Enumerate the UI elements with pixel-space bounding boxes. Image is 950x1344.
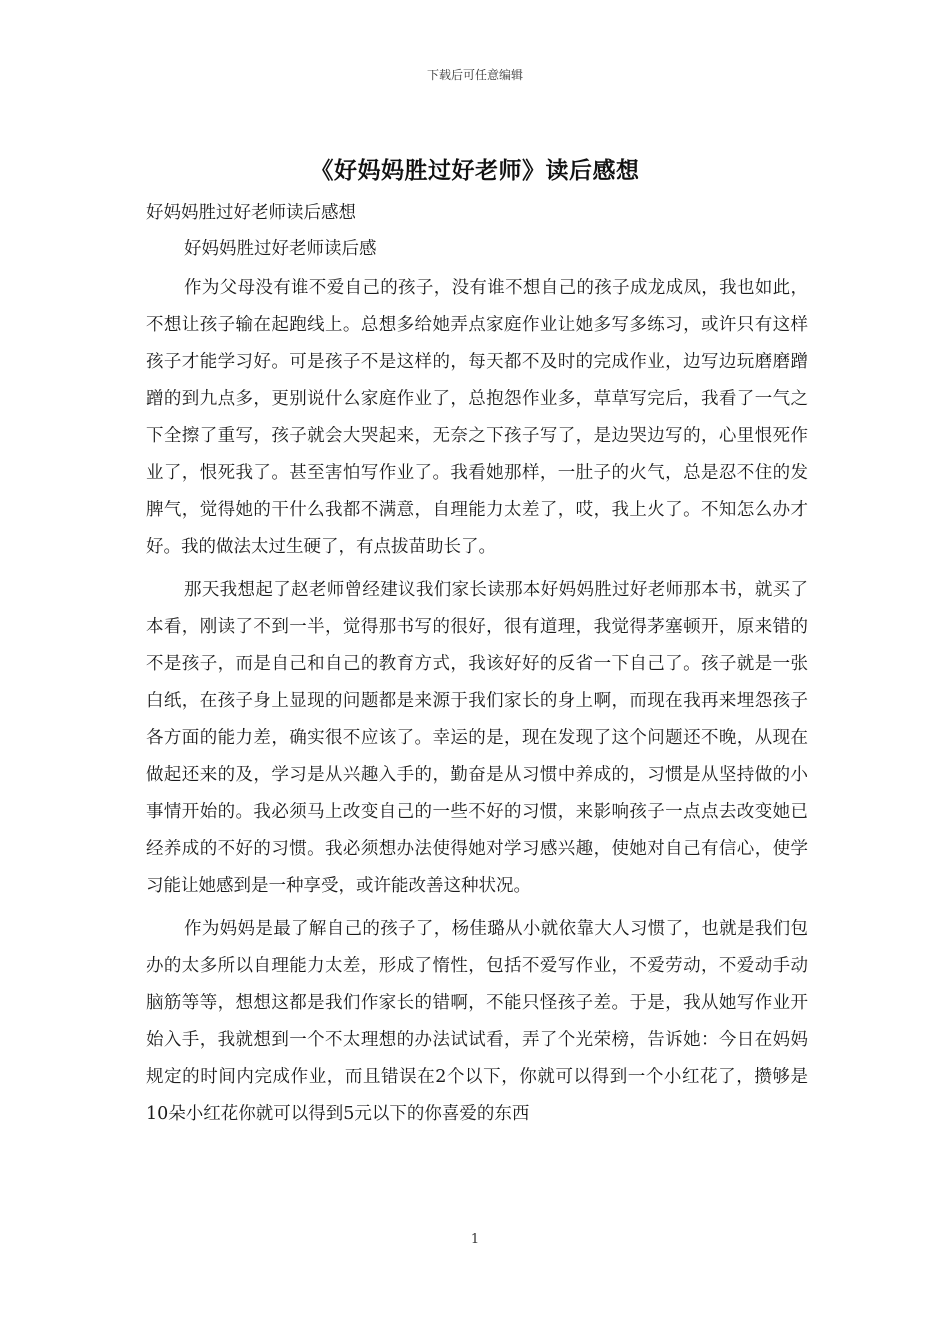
document-subtitle: 好妈妈胜过好老师读后感想 xyxy=(146,203,356,223)
document-subheading: 好妈妈胜过好老师读后感 xyxy=(184,239,377,259)
header-note: 下载后可任意编辑 xyxy=(426,68,523,82)
document-body xyxy=(146,198,808,1139)
document-title: 《好妈妈胜过好老师》读后感想 xyxy=(310,158,640,184)
page-number: 1 xyxy=(470,1232,480,1247)
body-paragraph: 作为父母没有谁不爱自己的孩子，没有谁不想自己的孩子成龙成凤，我也如此，不想让孩子输在起跑线上。总想多给她弄点家庭作业让她多写多练习，或许只有这样孩子才能学习好。可是孩子不是这样的，每天都不及时的完成作业，边写边玩磨磨蹭蹭的到九点多，更别说什么家庭作业了，总抱怨作业多，草草写完后，我看了一气之下全擦了重写，孩子就会大哭起来，无奈之下孩子写了，是边哭边写的，心里恨死作业了，恨死我了。甚至害怕写作业了。我看她那样，一肚子的火气，总是忍不住的发脾气，觉得她的干什么我都不满意，自理能力太差了，哎，我上火了。不知怎么办才好。我的做法太过生硬了，有点拔苗助长了。 xyxy=(146,278,808,557)
body-paragraph: 作为妈妈是最了解自己的孩子了，杨佳璐从小就依靠大人习惯了，也就是我们包办的太多所以自理能力太差，形成了惰性，包括不爱写作业，不爱劳动，不爱动手动脑筋等等，想想这都是我们作家长的错啊，不能只怪孩子差。于是，我从她写作业开始入手，我就想到一个不太理想的办法试试看，弄了个光荣榜，告诉她：今日在妈妈规定的时间内完成作业，而且错误在2个以下，你就可以得到一个小红花了，攒够是10朵小红花你就可以得到5元以下的你喜爱的东西 xyxy=(146,919,808,1124)
body-paragraph: 那天我想起了赵老师曾经建议我们家长读那本好妈妈胜过好老师那本书，就买了本看，刚读了不到一半，觉得那书写的很好，很有道理，我觉得茅塞顿开，原来错的不是孩子，而是自己和自己的教育方式，我该好好的反省一下自己了。孩子就是一张白纸，在孩子身上显现的问题都是来源于我们家长的身上啊，而现在我再来埋怨孩子各方面的能力差，确实很不应该了。幸运的是，现在发现了这个问题还不晚，从现在做起还来的及，学习是从兴趣入手的，勤奋是从习惯中养成的，习惯是从坚持做的小事情开始的。我必须马上改变自己的一些不好的习惯，来影响孩子一点点去改变她已经养成的不好的习惯。我必须想办法使得她对学习感兴趣，使她对自己有信心，使学习能让她感到是一种享受，或许能改善这种状况。 xyxy=(146,580,808,896)
